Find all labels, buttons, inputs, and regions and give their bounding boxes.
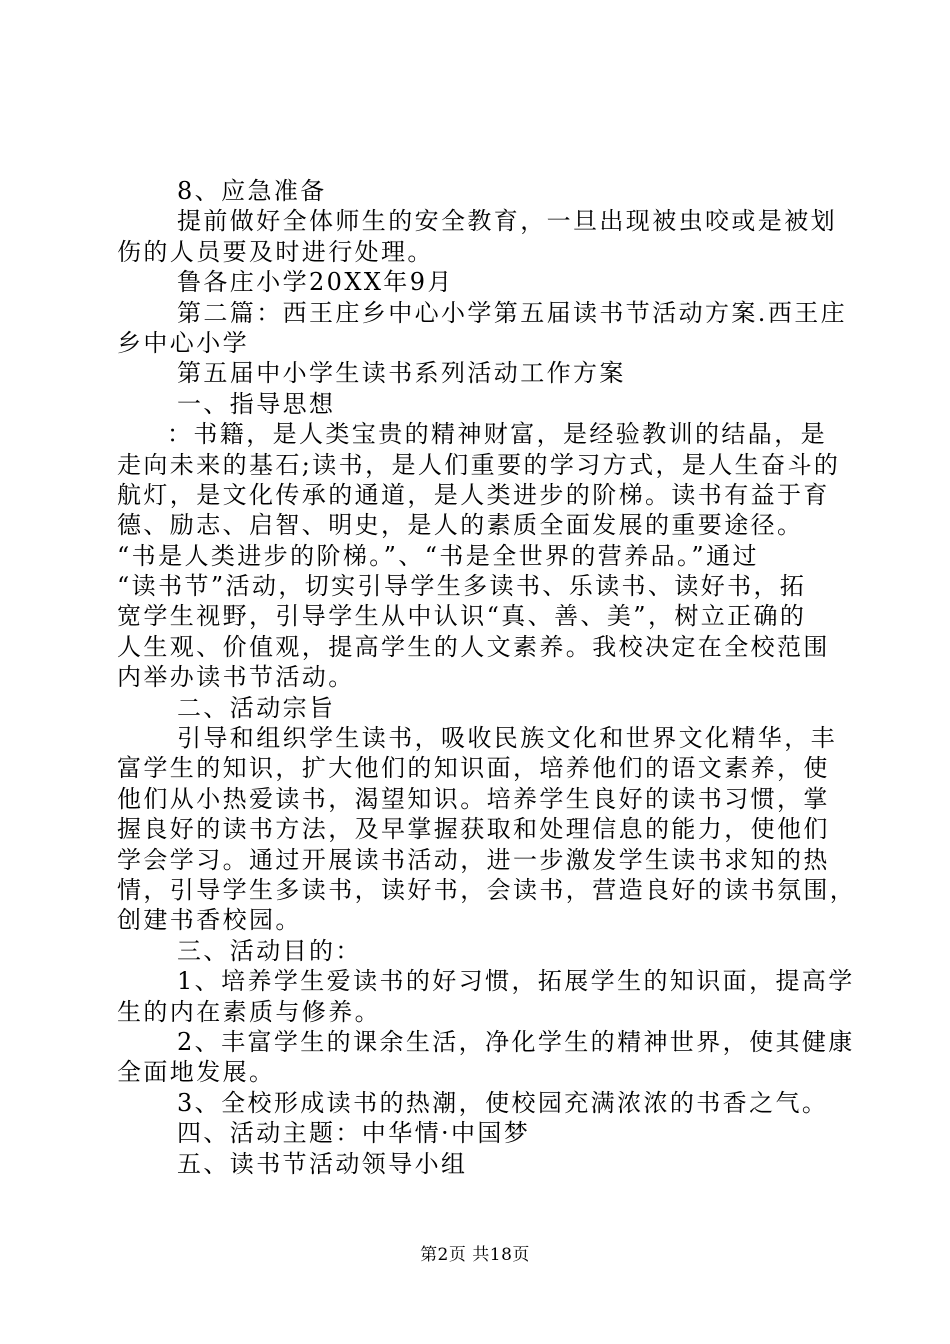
chapter-title-line: 乡中心小学 <box>117 328 249 357</box>
paragraph-line: 引导和组织学生读书，吸收民族文化和世界文化精华，丰 <box>177 724 837 753</box>
paragraph-line: 他们从小热爱读书，渴望知识。培养学生良好的读书习惯，掌 <box>117 784 830 813</box>
list-item-line: 全面地发展。 <box>117 1058 276 1087</box>
signature-date-line: 鲁各庄小学20XX年9月 <box>177 268 454 297</box>
paragraph-line: 伤的人员要及时进行处理。 <box>117 237 434 266</box>
section-heading-emergency: 8、应急准备 <box>177 177 327 205</box>
paragraph-line: 情，引导学生多读书，读好书，会读书，营造良好的读书氛围， <box>117 875 857 904</box>
list-item-line: 3、全校形成读书的热潮，使校园充满浓浓的书香之气。 <box>177 1088 829 1117</box>
paragraph-line: ：书籍，是人类宝贵的精神财富，是经验教训的结晶，是 <box>167 420 827 449</box>
paragraph-line: 握良好的读书方法，及早掌握获取和处理信息的能力，使他们 <box>117 815 830 844</box>
list-item-line: 2、丰富学生的课余生活，净化学生的精神世界，使其健康 <box>177 1027 855 1056</box>
paragraph-line: “书是人类进步的阶梯。”、“书是全世界的营养品。”通过 <box>117 541 759 570</box>
plan-title: 第五届中小学生读书系列活动工作方案 <box>177 359 626 388</box>
paragraph-line: 学会学习。通过开展读书活动，进一步激发学生读书求知的热 <box>117 845 830 874</box>
paragraph-line: 内举办读书节活动。 <box>117 663 355 692</box>
chapter-title-line: 第二篇：西王庄乡中心小学第五届读书节活动方案.西王庄 <box>177 298 848 327</box>
paragraph-line: 创建书香校园。 <box>117 906 302 935</box>
paragraph-line: 宽学生视野，引导学生从中认识“真、善、美”，树立正确的 <box>117 602 807 631</box>
list-item-line: 生的内在素质与修养。 <box>117 997 381 1026</box>
paragraph-line: 人生观、价值观，提高学生的人文素养。我校决定在全校范围 <box>117 632 830 661</box>
paragraph-line: 走向未来的基石;读书，是人们重要的学习方式，是人生奋斗的 <box>117 450 841 479</box>
section-heading-theme: 四、活动主题：中华情·中国梦 <box>177 1119 531 1148</box>
list-item-line: 1、培养学生爱读书的好习惯，拓展学生的知识面，提高学 <box>177 967 855 996</box>
page-number-footer: 第2页 共18页 <box>420 1245 530 1265</box>
section-heading-purpose: 二、活动宗旨 <box>177 693 336 722</box>
section-heading-leadership: 五、读书节活动领导小组 <box>177 1149 468 1178</box>
paragraph-line: “读书节”活动，切实引导学生多读书、乐读书、读好书，拓 <box>117 572 807 601</box>
paragraph-line: 提前做好全体师生的安全教育，一旦出现被虫咬或是被划 <box>177 207 837 236</box>
paragraph-line: 德、励志、启智、明史，是人的素质全面发展的重要途径。 <box>117 511 804 540</box>
section-heading-goals: 三、活动目的： <box>177 936 362 965</box>
paragraph-line: 富学生的知识，扩大他们的知识面，培养他们的语文素养，使 <box>117 754 830 783</box>
document-body <box>117 176 857 1179</box>
section-heading-guiding-thought: 一、指导思想 <box>177 389 336 418</box>
paragraph-line: 航灯，是文化传承的通道，是人类进步的阶梯。读书有益于育 <box>117 480 830 509</box>
